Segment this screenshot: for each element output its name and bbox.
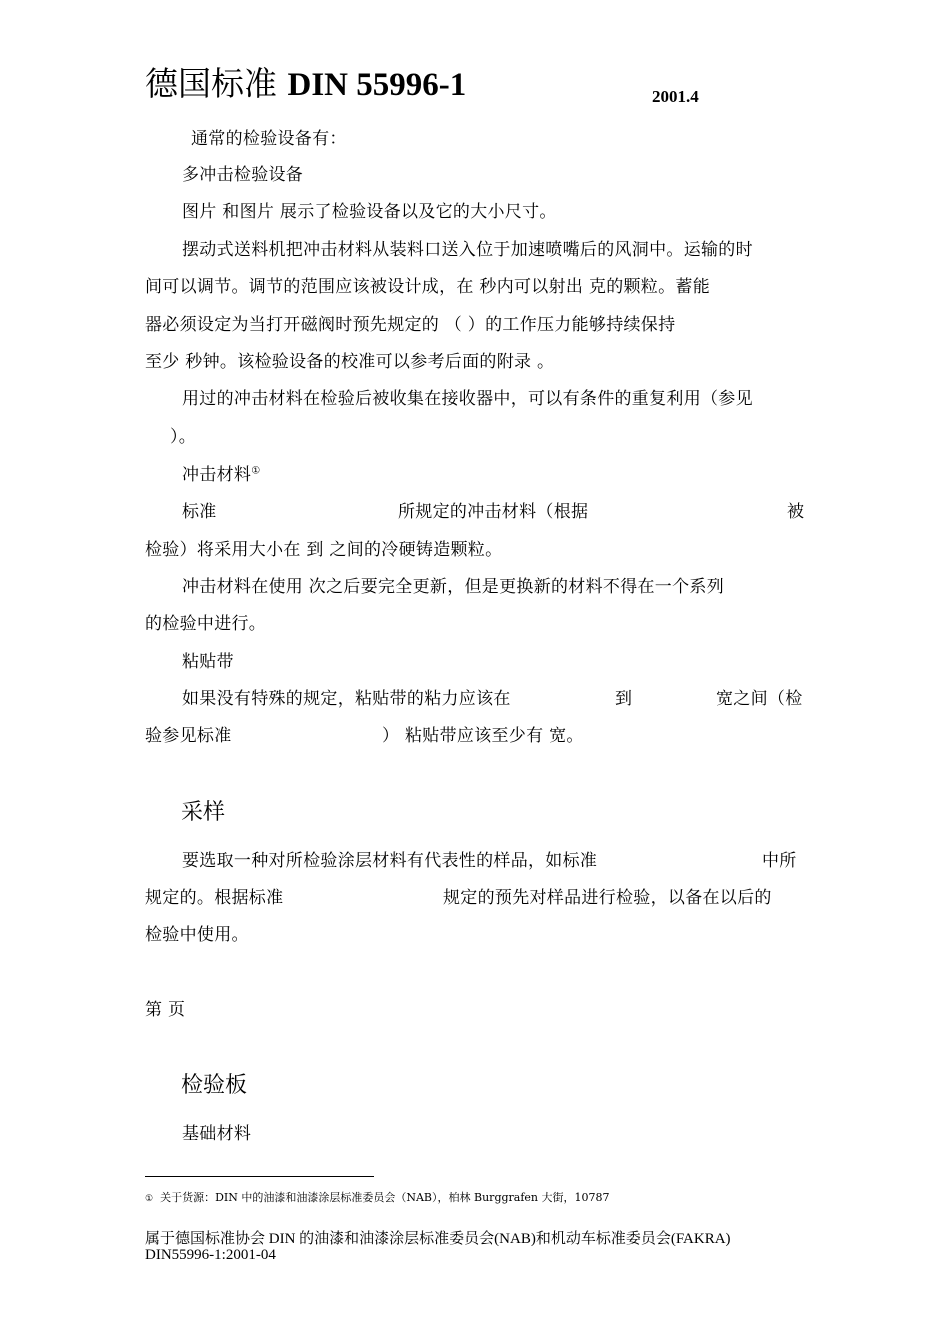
body-line: ）。	[170, 427, 197, 447]
body-line: 间可以调节。调节的范围应该被设计成，在 秒内可以射出 克的颗粒。蓄能	[145, 277, 711, 297]
body-line: 要选取一种对所检验涂层材料有代表性的样品，如标准	[182, 851, 598, 871]
section-heading-test-panel: 检验板	[181, 1073, 248, 1098]
body-line: 摆动式送料机把冲击材料从装料口送入位于加速喷嘴后的风洞中。运输的时	[182, 240, 753, 260]
document-date: 2001.4	[652, 87, 699, 106]
footer-doc-id: DIN55996-1:2001-04	[145, 1247, 276, 1263]
body-line: 至少 秒钟。该检验设备的校准可以参考后面的附录 。	[145, 352, 555, 372]
body-line: ） 粘贴带应该至少有 宽。	[382, 726, 584, 746]
body-line: 如果没有特殊的规定，粘贴带的粘力应该在	[182, 689, 511, 709]
body-line: 规定的预先对样品进行检验，以备在以后的	[443, 888, 772, 908]
body-line: 宽之间（检	[716, 689, 803, 709]
body-line: 器必须设定为当打开磁阀时预先规定的 （ ）的工作压力能够持续保持	[145, 315, 676, 335]
body-line: 规定的。根据标准	[145, 888, 284, 908]
body-line: 所规定的冲击材料（根据	[398, 502, 589, 522]
page-number: 第 页	[145, 1000, 186, 1020]
subheading-impact-material	[182, 460, 260, 485]
subheading-tape: 粘贴带	[182, 652, 234, 672]
footnote-reference: ①	[251, 465, 261, 477]
body-line: 多冲击检验设备	[182, 165, 304, 185]
body-line: 被	[787, 502, 805, 522]
title-code: DIN 55996-1	[287, 67, 467, 103]
body-line: 图片 和图片 展示了检验设备以及它的大小尺寸。	[182, 202, 557, 222]
body-line: 标准	[182, 502, 217, 522]
body-line: 到	[615, 689, 633, 709]
footer-line: 属于德国标准协会 DIN 的油漆和油漆涂层标准委员会(NAB)和机动车标准委员会(FAKRA)	[145, 1231, 731, 1247]
document-title	[145, 58, 466, 105]
body-line: 通常的检验设备有：	[191, 129, 347, 149]
subheading-base-material: 基础材料	[182, 1124, 252, 1144]
subheading-text: 冲击材料	[182, 465, 252, 485]
body-line: 用过的冲击材料在检验后被收集在接收器中，可以有条件的重复利用（参见	[182, 389, 753, 409]
body-line: 验参见标准	[145, 726, 232, 746]
footnote-mark: ①	[145, 1194, 154, 1204]
body-line: 的检验中进行。	[145, 614, 267, 634]
title-chinese: 德国标准	[145, 64, 277, 103]
footnote	[145, 1189, 610, 1205]
footnote-text: 关于货源：DIN 中的油漆和油漆涂层标准委员会（NAB），柏林 Burggrafen 大街，10787	[160, 1191, 610, 1204]
body-line: 检验中使用。	[145, 925, 249, 945]
body-line: 中所	[762, 851, 797, 871]
footnote-divider	[145, 1176, 374, 1177]
section-heading-sampling: 采样	[181, 800, 226, 825]
body-line: 冲击材料在使用 次之后要完全更新，但是更换新的材料不得在一个系列	[182, 577, 725, 597]
body-line: 检验）将采用大小在 到 之间的冷硬铸造颗粒。	[145, 540, 503, 560]
